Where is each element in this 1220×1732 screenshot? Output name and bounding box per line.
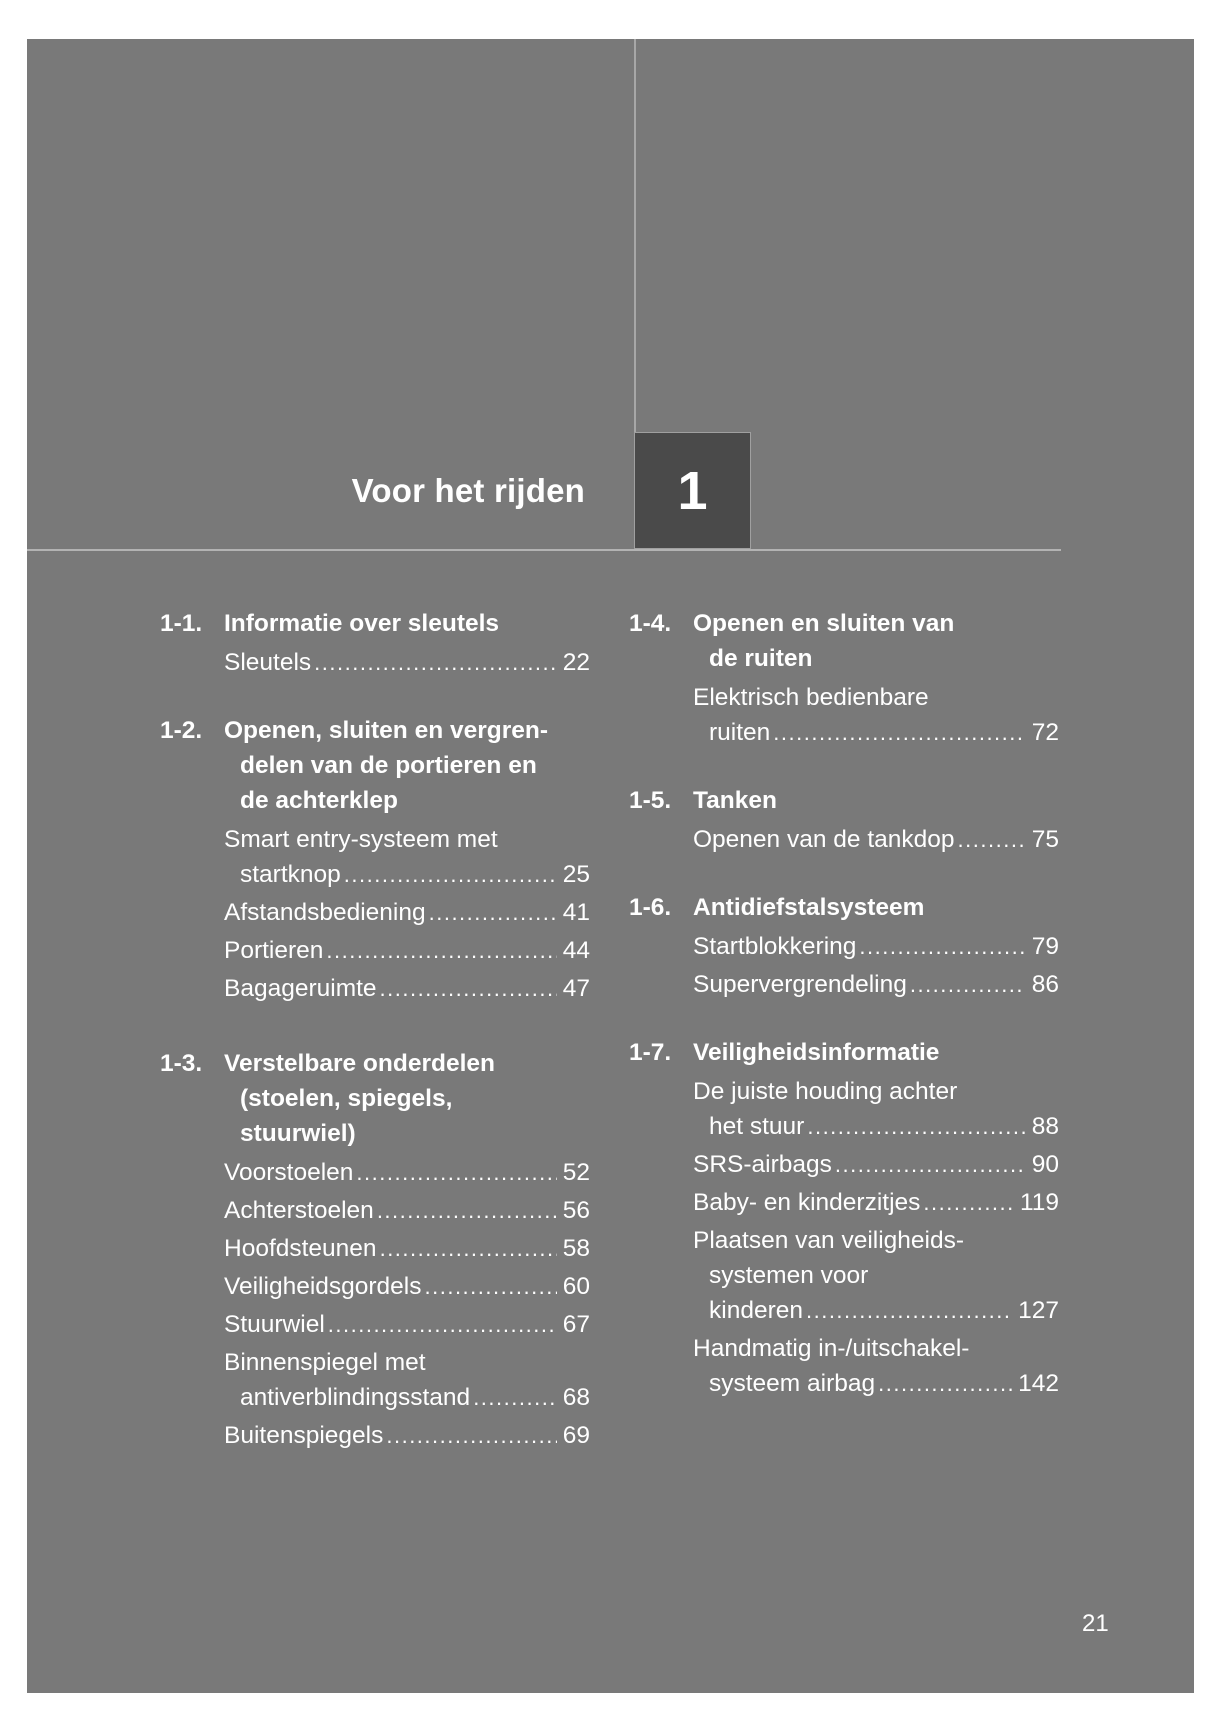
- toc-entry-label: Openen van de tankdop: [693, 826, 955, 853]
- toc-entry-row: [693, 929, 1059, 964]
- toc-section: [160, 713, 590, 1006]
- toc-entry-row: [693, 1185, 1059, 1220]
- toc-entry-row: [693, 822, 1059, 857]
- section-title-line: Antidiefstalsysteem: [693, 894, 925, 921]
- toc-entry-page: 56: [562, 1197, 590, 1224]
- toc-entry-lead: Handmatig in-/uitschakel-: [693, 1335, 970, 1362]
- toc-entry-row: [224, 645, 590, 680]
- leader-dots: [910, 967, 1026, 1002]
- toc-entry-page: 69: [562, 1422, 590, 1449]
- section-heading: [629, 890, 1059, 925]
- toc-entry-row: [693, 1366, 1059, 1401]
- toc-entry-page: 142: [1018, 1370, 1059, 1397]
- leader-dots: [473, 1380, 557, 1415]
- toc-entry-page: 88: [1031, 1113, 1059, 1140]
- section-title-line: Openen, sluiten en vergren-: [224, 717, 549, 744]
- toc-entry-page: 22: [562, 649, 590, 676]
- section-title-line: (stoelen, spiegels,: [240, 1085, 453, 1112]
- toc-section: [160, 1046, 590, 1453]
- toc-entry[interactable]: [160, 895, 590, 930]
- chapter-number-box: 1: [634, 432, 751, 549]
- leader-dots: [425, 1269, 557, 1304]
- section-title-line: Openen en sluiten van: [693, 610, 955, 637]
- toc-entry-page: 127: [1018, 1297, 1059, 1324]
- toc-entry-row: [224, 857, 590, 892]
- section-title-line: Tanken: [693, 787, 777, 814]
- toc-entry-row: [693, 967, 1059, 1002]
- toc-entry-label: startknop: [240, 861, 341, 888]
- toc-entry[interactable]: [160, 1155, 590, 1190]
- toc-section: [160, 606, 590, 680]
- section-number: 1-1.: [160, 610, 203, 637]
- toc-entry-page: 58: [562, 1235, 590, 1262]
- toc-entry[interactable]: [160, 1307, 590, 1342]
- toc-entry[interactable]: [160, 1269, 590, 1304]
- toc-entry[interactable]: [160, 645, 590, 680]
- toc-entry[interactable]: [629, 929, 1059, 964]
- toc-entry-row: [224, 1418, 590, 1453]
- toc-section: [629, 890, 1059, 1002]
- leader-dots: [958, 822, 1026, 857]
- section-heading: [629, 606, 1059, 676]
- toc-section: [629, 783, 1059, 857]
- leader-dots: [377, 1193, 557, 1228]
- toc-section: [629, 1035, 1059, 1401]
- toc-entry[interactable]: [629, 822, 1059, 857]
- toc-entry-lead: De juiste houding achter: [693, 1078, 958, 1105]
- toc-entry-row: [224, 933, 590, 968]
- leader-dots: [386, 1418, 556, 1453]
- leader-dots: [878, 1366, 1012, 1401]
- toc-entry-row: [224, 971, 590, 1006]
- toc-entry[interactable]: [629, 680, 1059, 750]
- toc-entry-page: 67: [562, 1311, 590, 1338]
- toc-entry-page: 44: [562, 937, 590, 964]
- toc-entry-label: Portieren: [224, 937, 324, 964]
- section-heading: [160, 1046, 590, 1151]
- toc-entry-lead: Plaatsen van veiligheids-: [693, 1227, 965, 1254]
- leader-dots: [344, 857, 557, 892]
- toc-entry-row: [224, 1269, 590, 1304]
- leader-dots: [326, 933, 556, 968]
- toc-entry-label: Buitenspiegels: [224, 1422, 384, 1449]
- section-heading: [160, 606, 590, 641]
- toc-entry-page: 119: [1019, 1189, 1059, 1216]
- leader-dots: [314, 645, 557, 680]
- section-number: 1-2.: [160, 717, 203, 744]
- toc-entry[interactable]: [629, 967, 1059, 1002]
- toc-entry[interactable]: [629, 1074, 1059, 1144]
- toc-entry-label: Stuurwiel: [224, 1311, 325, 1338]
- toc-entry[interactable]: [160, 1193, 590, 1228]
- toc-entry-row: [693, 715, 1059, 750]
- section-title-line: Veiligheidsinformatie: [693, 1039, 940, 1066]
- toc-entry[interactable]: [160, 1418, 590, 1453]
- section-heading: [629, 1035, 1059, 1070]
- section-number: 1-5.: [629, 787, 672, 814]
- toc-entry[interactable]: [629, 1223, 1059, 1328]
- toc-entry[interactable]: [160, 1231, 590, 1266]
- toc-entry-label: SRS-airbags: [693, 1151, 832, 1178]
- leader-dots: [380, 1231, 557, 1266]
- toc-left-column: [160, 606, 590, 1486]
- section-number: 1-7.: [629, 1039, 672, 1066]
- toc-entry[interactable]: [160, 971, 590, 1006]
- toc-entry-label: Bagageruimte: [224, 975, 377, 1002]
- toc-entry-row: [224, 1231, 590, 1266]
- toc-entry[interactable]: [629, 1331, 1059, 1401]
- toc-entry-page: 68: [562, 1384, 590, 1411]
- toc-entry-lead: Binnenspiegel met: [224, 1349, 426, 1376]
- toc-entry-label: systeem airbag: [709, 1370, 876, 1397]
- toc-entry-label: Supervergrendeling: [693, 971, 907, 998]
- leader-dots: [807, 1109, 1025, 1144]
- toc-entry-row: [693, 1109, 1059, 1144]
- toc-entry-page: 60: [562, 1273, 590, 1300]
- section-title-line: Informatie over sleutels: [224, 610, 500, 637]
- leader-dots: [356, 1155, 556, 1190]
- toc-entry-page: 25: [562, 861, 590, 888]
- toc-entry-label: kinderen: [709, 1297, 803, 1324]
- leader-dots: [923, 1185, 1014, 1220]
- toc-entry-lead: Elektrisch bedienbare: [693, 684, 929, 711]
- toc-entry[interactable]: [160, 1345, 590, 1415]
- toc-entry-label: Baby- en kinderzitjes: [693, 1189, 921, 1216]
- section-number: 1-4.: [629, 610, 672, 637]
- toc-entry-page: 90: [1031, 1151, 1059, 1178]
- section-number: 1-3.: [160, 1050, 203, 1077]
- toc-entry-row: [693, 1147, 1059, 1182]
- toc-entry[interactable]: [629, 1185, 1059, 1220]
- section-title-line: Verstelbare onderdelen: [224, 1050, 495, 1077]
- leader-dots: [773, 715, 1025, 750]
- leader-dots: [380, 971, 557, 1006]
- toc-entry-lead: systemen voor: [709, 1262, 869, 1289]
- toc-entry-label: Veiligheidsgordels: [224, 1273, 422, 1300]
- toc-entry-row: [224, 895, 590, 930]
- toc-entry-label: ruiten: [709, 719, 771, 746]
- toc-entry-row: [224, 1155, 590, 1190]
- toc-entry-label: antiverblindingsstand: [240, 1384, 471, 1411]
- toc-entry-page: 52: [562, 1159, 590, 1186]
- leader-dots: [859, 929, 1025, 964]
- section-title-line: de achterklep: [240, 787, 398, 814]
- toc-entry[interactable]: [629, 1147, 1059, 1182]
- leader-dots: [328, 1307, 557, 1342]
- toc-entry[interactable]: [160, 822, 590, 892]
- section-title-line: de ruiten: [709, 645, 813, 672]
- toc-entry-label: Startblokkering: [693, 933, 857, 960]
- toc-entry-label: Hoofdsteunen: [224, 1235, 377, 1262]
- toc-entry-page: 72: [1031, 719, 1059, 746]
- section-heading: [160, 713, 590, 818]
- toc-entry-page: 79: [1031, 933, 1059, 960]
- toc-section: [629, 606, 1059, 750]
- leader-dots: [835, 1147, 1026, 1182]
- toc-right-column: [629, 606, 1059, 1434]
- toc-entry-label: Voorstoelen: [224, 1159, 354, 1186]
- toc-entry-label: Afstandsbediening: [224, 899, 426, 926]
- toc-entry-page: 41: [562, 899, 590, 926]
- leader-dots: [806, 1293, 1012, 1328]
- toc-entry-row: [693, 1293, 1059, 1328]
- horizontal-divider: [27, 549, 1061, 551]
- toc-entry-row: [224, 1307, 590, 1342]
- toc-entry-page: 75: [1031, 826, 1059, 853]
- section-number: 1-6.: [629, 894, 672, 921]
- page-number: 21: [1082, 1610, 1109, 1637]
- section-title-line: delen van de portieren en: [240, 752, 537, 779]
- toc-entry-label: Achterstoelen: [224, 1197, 374, 1224]
- toc-entry[interactable]: [160, 933, 590, 968]
- toc-entry-row: [224, 1380, 590, 1415]
- toc-entry-page: 47: [562, 975, 590, 1002]
- leader-dots: [429, 895, 557, 930]
- toc-entry-row: [224, 1193, 590, 1228]
- toc-entry-label: Sleutels: [224, 649, 312, 676]
- toc-entry-lead: Smart entry-systeem met: [224, 826, 498, 853]
- toc-entry-label: het stuur: [709, 1113, 805, 1140]
- chapter-title: Voor het rijden: [351, 472, 585, 509]
- section-title-line: stuurwiel): [240, 1120, 356, 1147]
- section-heading: [629, 783, 1059, 818]
- toc-entry-page: 86: [1031, 971, 1059, 998]
